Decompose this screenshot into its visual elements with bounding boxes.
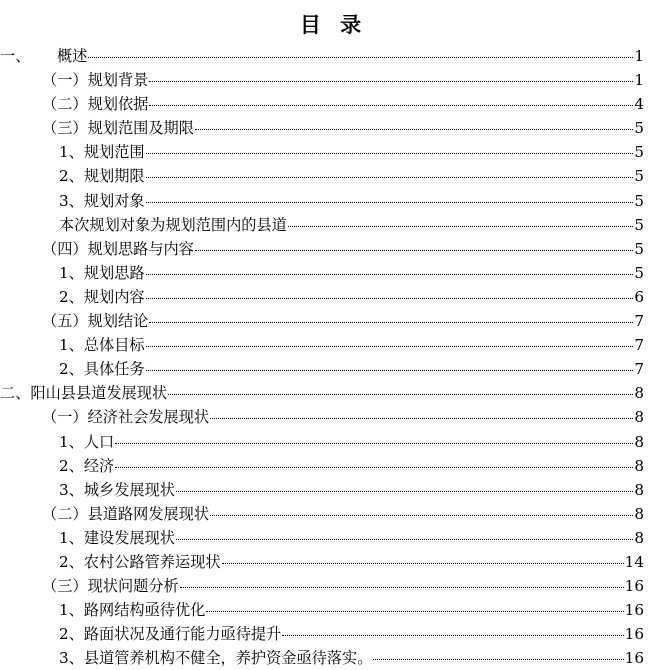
toc-entry-number: 一、 bbox=[0, 47, 31, 65]
toc-entry-page: 5 bbox=[634, 167, 644, 186]
toc-entry[interactable] bbox=[0, 622, 667, 646]
toc-entry-label: （三）现状问题分析 bbox=[42, 577, 179, 596]
toc-entry[interactable] bbox=[0, 574, 667, 598]
toc-entry-label: （四）规划思路与内容 bbox=[42, 239, 194, 258]
toc-entry-page: 8 bbox=[634, 504, 644, 523]
toc-entry-label: 2、路面状况及通行能力亟待提升 bbox=[59, 625, 282, 644]
toc-entry-page: 6 bbox=[634, 287, 644, 306]
toc-entry-page: 5 bbox=[634, 119, 644, 138]
dot-leader bbox=[146, 370, 634, 371]
toc-entry-label: 2、规划期限 bbox=[59, 167, 145, 186]
dot-leader bbox=[176, 491, 633, 492]
toc-entry-page: 8 bbox=[634, 480, 644, 499]
toc-entry-page: 16 bbox=[624, 625, 644, 644]
toc-entry-label: （三）规划范围及期限 bbox=[42, 119, 194, 138]
dot-leader bbox=[288, 226, 634, 227]
toc-entry[interactable] bbox=[0, 44, 667, 68]
toc-entry[interactable] bbox=[0, 430, 667, 454]
toc-entry-label: 1、规划思路 bbox=[59, 263, 145, 282]
toc-entry[interactable] bbox=[0, 68, 667, 92]
dot-leader bbox=[149, 322, 633, 323]
toc-entry-label: （二）县道路网发展现状 bbox=[42, 504, 210, 523]
toc-entry[interactable] bbox=[0, 502, 667, 526]
toc-entry[interactable] bbox=[0, 164, 667, 188]
toc-entry-page: 7 bbox=[634, 360, 644, 379]
toc-entry[interactable] bbox=[0, 333, 667, 357]
toc-entry-label: 3、城乡发展现状 bbox=[59, 480, 175, 499]
toc-entry-label: 1、人口 bbox=[59, 432, 115, 451]
toc-entry[interactable] bbox=[0, 550, 667, 574]
dot-leader bbox=[168, 394, 633, 395]
dot-leader bbox=[222, 563, 624, 564]
toc-entry-label: 1、规划范围 bbox=[59, 143, 145, 162]
page-title: 目 录 bbox=[299, 13, 368, 37]
dot-leader bbox=[88, 57, 633, 58]
toc-entry-page: 16 bbox=[624, 649, 644, 668]
toc-entry-label: 2、规划内容 bbox=[59, 287, 145, 306]
toc-entry-label: （一）规划背景 bbox=[42, 71, 149, 90]
toc-entry-page: 5 bbox=[634, 239, 644, 258]
toc-entry-page: 8 bbox=[634, 432, 644, 451]
dot-leader bbox=[146, 153, 634, 154]
toc-entry-page: 5 bbox=[634, 263, 644, 282]
toc-entry-label: 概述 bbox=[57, 47, 88, 65]
dot-leader bbox=[210, 418, 633, 419]
toc-entry-page: 7 bbox=[634, 336, 644, 355]
toc-entry[interactable] bbox=[0, 237, 667, 261]
dot-leader bbox=[180, 587, 624, 588]
toc-entry-label: 2、农村公路管养运现状 bbox=[59, 552, 221, 571]
toc-entry[interactable] bbox=[0, 92, 667, 116]
dot-leader bbox=[115, 467, 633, 468]
table-of-contents bbox=[0, 44, 667, 670]
toc-entry[interactable] bbox=[0, 381, 667, 405]
toc-entry-page: 5 bbox=[634, 215, 644, 234]
toc-entry-label: 2、具体任务 bbox=[59, 360, 145, 379]
dot-leader bbox=[282, 635, 623, 636]
toc-entry-page: 5 bbox=[634, 191, 644, 210]
dot-leader bbox=[146, 274, 634, 275]
toc-entry-page: 8 bbox=[634, 456, 644, 475]
toc-entry-label: （五）规划结论 bbox=[42, 312, 149, 331]
toc-entry-page: 5 bbox=[634, 143, 644, 162]
toc-entry[interactable] bbox=[0, 285, 667, 309]
dot-leader bbox=[146, 346, 634, 347]
toc-entry[interactable] bbox=[0, 189, 667, 213]
toc-entry-page: 4 bbox=[634, 95, 644, 114]
toc-entry-label: 1、路网结构亟待优化 bbox=[59, 601, 206, 620]
toc-entry-page: 8 bbox=[634, 528, 644, 547]
dot-leader bbox=[195, 250, 633, 251]
toc-entry-label: 3、规划对象 bbox=[59, 191, 145, 210]
toc-entry-page: 16 bbox=[624, 577, 644, 596]
dot-leader bbox=[206, 611, 623, 612]
dot-leader bbox=[146, 202, 634, 203]
toc-entry[interactable] bbox=[0, 646, 667, 670]
toc-entry[interactable] bbox=[0, 454, 667, 478]
dot-leader bbox=[195, 129, 633, 130]
toc-entry[interactable] bbox=[0, 213, 667, 237]
dot-leader bbox=[146, 177, 634, 178]
dot-leader bbox=[149, 105, 633, 106]
toc-entry[interactable] bbox=[0, 478, 667, 502]
dot-leader bbox=[115, 443, 633, 444]
dot-leader bbox=[210, 515, 633, 516]
dot-leader bbox=[146, 298, 634, 299]
toc-entry-page: 7 bbox=[634, 312, 644, 331]
toc-entry-label: 3、县道管养机构不健全，养护资金亟待落实。 bbox=[59, 649, 373, 668]
toc-entry[interactable] bbox=[0, 405, 667, 429]
dot-leader bbox=[149, 81, 633, 82]
toc-entry-label: （二）规划依据 bbox=[42, 95, 149, 114]
toc-entry[interactable] bbox=[0, 140, 667, 164]
dot-leader bbox=[176, 539, 633, 540]
toc-entry-page: 1 bbox=[634, 47, 644, 65]
toc-entry-page: 14 bbox=[624, 552, 644, 571]
toc-entry-label: 1、总体目标 bbox=[59, 336, 145, 355]
toc-entry-label: （一）经济社会发展现状 bbox=[42, 408, 210, 427]
toc-entry[interactable] bbox=[0, 598, 667, 622]
toc-entry-label: 二、阳山县县道发展现状 bbox=[0, 384, 168, 403]
toc-entry-label: 本次规划对象为规划范围内的县道 bbox=[59, 215, 287, 234]
toc-entry-page: 8 bbox=[634, 384, 644, 403]
dot-leader bbox=[373, 659, 623, 660]
toc-entry-page: 1 bbox=[634, 71, 644, 90]
toc-entry[interactable] bbox=[0, 357, 667, 381]
toc-entry-label: 1、建设发展现状 bbox=[59, 528, 175, 547]
toc-entry-page: 8 bbox=[634, 408, 644, 427]
toc-entry-label: 2、经济 bbox=[59, 456, 115, 475]
toc-entry[interactable] bbox=[0, 261, 667, 285]
toc-entry[interactable] bbox=[0, 309, 667, 333]
toc-entry[interactable] bbox=[0, 526, 667, 550]
toc-entry[interactable] bbox=[0, 116, 667, 140]
toc-entry-page: 16 bbox=[624, 601, 644, 620]
